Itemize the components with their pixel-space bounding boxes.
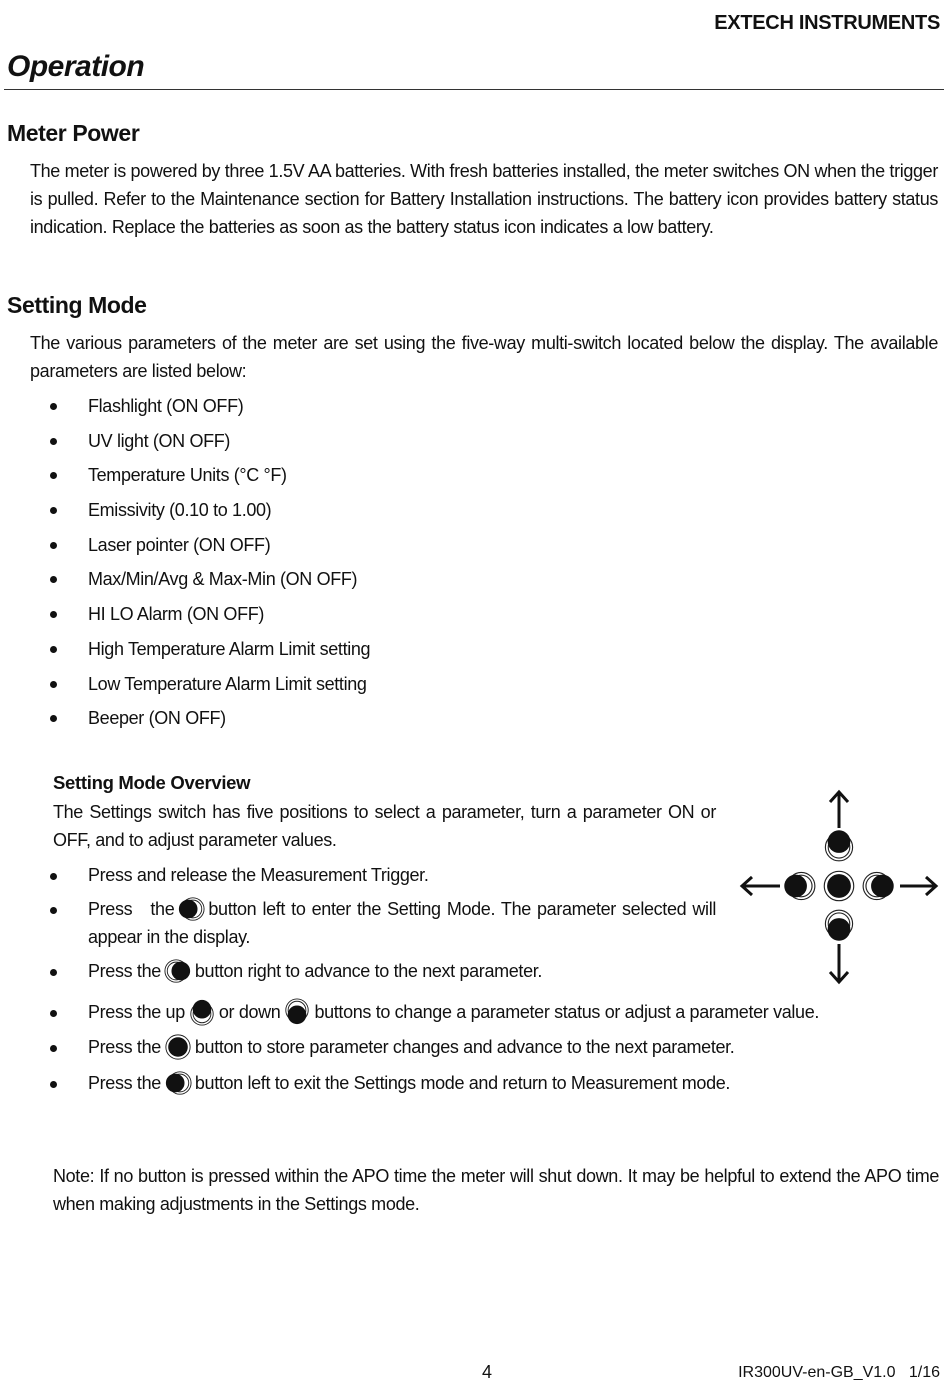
list-item: Laser pointer (ON OFF) (30, 528, 370, 563)
list-item: Press the button left to exit the Settings mode and return to Measurement mode. (30, 1069, 940, 1097)
arrow-down-icon (830, 944, 848, 982)
meter-power-text: The meter is powered by three 1.5V AA batteries. With fresh batteries installed, the meter switches ON when the trigger is pulled. Refer to the Maintenance section for Battery Installation instructions. The battery icon provides battery status indication. Replace the batteries as soon as the battery status icon indicates a low battery. (30, 161, 938, 237)
left-button-icon (164, 1069, 192, 1097)
arrow-up-icon (830, 792, 848, 828)
list-item: Press the button left to enter the Setting Mode. The parameter selected will appear in the display. (30, 895, 716, 951)
title-divider (4, 89, 944, 90)
down-button-icon (283, 998, 311, 1026)
list-item: Press and release the Measurement Trigger. (30, 861, 716, 889)
left-button-icon (784, 872, 815, 899)
up-button-icon (825, 830, 852, 861)
overview-steps-a (30, 861, 716, 985)
list-item: Emissivity (0.10 to 1.00) (30, 493, 370, 528)
list-item: HI LO Alarm (ON OFF) (30, 597, 370, 632)
setting-mode-heading: Setting Mode (7, 292, 147, 318)
list-item: Flashlight (ON OFF) (30, 389, 370, 424)
list-item: Press the button right to advance to the next parameter. (30, 957, 716, 985)
list-item: Max/Min/Avg & Max-Min (ON OFF) (30, 562, 370, 597)
list-item: Press the up or down buttons to change a parameter status or adjust a parameter value. (30, 998, 940, 1026)
left-button-icon (177, 895, 205, 923)
list-item: Temperature Units (°C °F) (30, 458, 370, 493)
brand-header: EXTECH INSTRUMENTS (714, 12, 940, 34)
meter-power-heading: Meter Power (7, 120, 140, 146)
section-title: Operation (7, 50, 145, 83)
center-button-icon (164, 1033, 192, 1061)
center-button-icon (824, 871, 853, 900)
list-item: Press the button to store parameter changes and advance to the next parameter. (30, 1033, 940, 1061)
page-number: 4 (482, 1362, 493, 1382)
arrow-right-icon (900, 877, 936, 895)
overview-intro: The Settings switch has five positions to select a parameter, turn a parameter ON or OFF, and to adjust parameter values. (53, 802, 716, 850)
list-item: Beeper (ON OFF) (30, 701, 370, 736)
list-item: Low Temperature Alarm Limit setting (30, 667, 370, 702)
parameter-list (30, 389, 370, 736)
apo-note: Note: If no button is pressed within the APO time the meter will shut down. It may be helpful to extend the APO time when making adjustments in the Settings mode. (53, 1166, 939, 1214)
list-item: UV light (ON OFF) (30, 424, 370, 459)
up-button-icon (188, 998, 216, 1026)
five-way-switch-diagram (736, 784, 942, 988)
right-button-icon (863, 872, 894, 899)
down-button-icon (825, 910, 852, 941)
right-button-icon (164, 957, 192, 985)
arrow-left-icon (742, 877, 780, 895)
overview-heading: Setting Mode Overview (53, 772, 251, 793)
setting-mode-text: The various parameters of the meter are set using the five-way multi-switch located below the display. The available parameters are listed below: (30, 333, 938, 381)
list-item: High Temperature Alarm Limit setting (30, 632, 370, 667)
document-id: IR300UV-en-GB_V1.0 1/16 (738, 1364, 940, 1381)
overview-steps-b (30, 998, 940, 1097)
